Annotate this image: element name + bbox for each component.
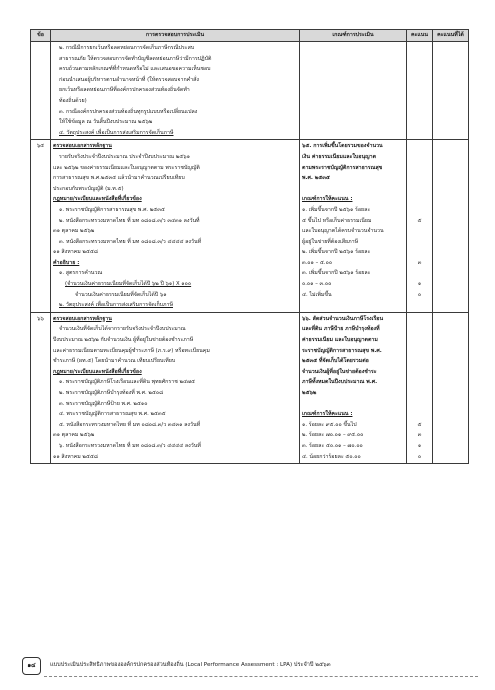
criteria-line: และที่ดิน ภาษีป้าย ภาษีบำรุงท้องที่ (302, 326, 380, 333)
footer-text: แบบประเมินประสิทธิภาพขององค์กรปกครองส่วนท้องถิ่น (Local Performance Assessment : LPA) ประจำปี ๒๕๖๓ (50, 662, 331, 668)
page-footer (22, 655, 478, 677)
criteria-line: ๓. ร้อยละ ๕๐.๐๑ – ๗๐.๐๐ (302, 442, 363, 449)
check-line: ๑๑ สิงหาคม ๒๕๕๘ (53, 249, 99, 256)
score-cell (407, 140, 433, 313)
score-value (409, 346, 430, 357)
check-line: ๑. พระราชบัญญัติภาษีโรงเรือนและที่ดิน พุทธศักราช ๒๔๗๕ (59, 379, 195, 386)
score-value: ๑ (417, 281, 422, 288)
assessment-table-page (30, 29, 468, 464)
score-value (409, 399, 430, 410)
criteria-cell (300, 42, 407, 140)
check-line: จำนวนเงินค่าธรรมเนียมที่จัดเก็บได้ปี ๖๑ (75, 291, 167, 298)
criteria-line: เกณฑ์การให้คะแนน : (302, 196, 353, 203)
check-line: ๖. หนังสือกระทรวงมหาดไทย ที่ มท ๐๘๐๘.๓/ว ๔๔๔๔ ลงวันที่ (59, 442, 201, 449)
check-line: ปีงบประมาณ ๒๕๖๒ กับจำนวนเงิน ผู้ที่อยู่ในข่ายต้องชำระภาษี (53, 337, 194, 344)
score-value (409, 367, 430, 378)
check-line: ๒. พระราชบัญญัติภาษีบำรุงท้องที่ พ.ศ. ๒๕๐๘ (59, 390, 164, 396)
score-value: ๐ (417, 453, 422, 460)
check-line: ๑๑ สิงหาคม ๒๕๕๘ (53, 453, 99, 460)
criteria-line: ๓.๐๑ – ๕.๐๐ (302, 259, 333, 266)
criteria-line (302, 184, 404, 195)
page-number-badge: ๑๔ (22, 657, 41, 675)
criteria-line: เงิน ค่าธรรมเนียมและใบอนุญาต (302, 153, 377, 160)
item-number: ๖๕ (31, 140, 51, 313)
criteria-line: ๐.๐๑ – ๓.๐๐ (302, 281, 332, 288)
check-line: และค่าธรรมเนียมตามทะเบียนคุมผู้ชำระภาษี (ภ.ร.๙) หรือทะเบียนคุม (53, 347, 210, 354)
check-cell (51, 140, 300, 313)
check-line: ๓๑ ตุลาคม ๒๕๖๒ (53, 432, 95, 439)
criteria-line: ๖๕. การเพิ่มขึ้นโดยรวมของจำนวน (302, 143, 383, 150)
score-value: ๑ (417, 442, 422, 449)
item-number: ๖๖ (31, 312, 51, 463)
score-value (409, 226, 430, 237)
check-line: จำนวนเงินที่จัดเก็บได้จากรายรับจริงประจำปีงบประมาณ (59, 326, 186, 333)
check-line: สาธารณภัย ให้ตรวจสอบการจัดทำบัญชีลดหย่อนภาษีว่ามีการปฏิบัติ (59, 55, 212, 62)
table-header-row (31, 30, 469, 42)
score-value (409, 247, 430, 258)
check-line: ๓. กรณีองค์กรปกครองส่วนท้องถิ่นทุกรูปแบบหรือเปลี่ยนแปลง (59, 108, 198, 115)
score-value (409, 173, 430, 184)
score-value (409, 237, 430, 248)
check-line: ๒. วัตถุประสงค์ เพื่อเป็นการส่งเสริมการจัดเก็บภาษี (59, 302, 173, 309)
criteria-line: ระราชบัญญัติการสาธารณสุข พ.ศ. (302, 347, 382, 354)
score-value: ๕ (417, 217, 422, 224)
score-value (409, 163, 430, 174)
score-value (409, 141, 430, 152)
check-line: ประกอบกับพระบัญญัติ (ม.ท.๕) (53, 185, 124, 192)
check-line: รายรับจริงประจำปีงบประมาณ ประจำปีงบประมาณ ๒๕๖๑ (59, 153, 191, 160)
criteria-line: ๔. น้อยกว่าร้อยละ ๕๐.๐๐ (302, 453, 361, 460)
criteria-line: ๕ ขึ้นไป หรือเก็บค่าธรรมเนียม (302, 217, 372, 224)
criteria-line: ๒. เพิ่มขึ้นจากปี ๒๕๖๑ ร้อยละ (302, 249, 371, 256)
score-cell (407, 42, 433, 140)
score-obtained-cell[interactable] (433, 140, 469, 313)
check-line: ๑. พระราชบัญญัติการสาธารณสุข พ.ศ. ๒๕๓๕ (59, 206, 165, 213)
table-row (31, 42, 469, 140)
score-value: ๓ (417, 259, 422, 266)
footer-divider (44, 676, 478, 677)
check-line: ๒. หนังสือกระทรวงมหาดไทย ที่ มท ๐๘๐๘.๓/ว ๓๔๓๑ ลงวันที่ (59, 217, 200, 224)
check-line: และ ๒๕๖๒ ของค่าธรรมเนียมและใบอนุญาตตาม พระราชบัญญัติ (53, 164, 200, 171)
header-score: คะแนน (407, 30, 433, 42)
score-value (409, 205, 430, 216)
check-line: การสาธารณสุข พ.ศ.๒๕๓๕ แล้วนำมาคำนวณเปรียบเทียบ (53, 175, 185, 182)
check-line: ตรวจสอบเอกสารหลักฐาน (53, 143, 112, 150)
check-line: ครบถ้วนตามหลักเกณฑ์ที่กำหนดหรือไม่ และเสนอขอความเห็นชอบ (59, 66, 211, 73)
criteria-line (302, 399, 404, 410)
criteria-line: ๑. ร้อยละ ๙๕.๐๐ ขึ้นไป (302, 421, 357, 428)
score-value (409, 388, 430, 399)
check-line: ยกเว้นหรือลดหย่อนภาษีที่องค์กรปกครองส่วนท้องถิ่นจัดทำ (59, 87, 190, 94)
criteria-line: ๒. ร้อยละ ๗๐.๐๑ – ๙๕.๐๐ (302, 432, 364, 439)
criteria-cell (300, 140, 407, 313)
criteria-cell (300, 312, 407, 463)
score-value (409, 184, 430, 195)
criteria-line: ๒๕๓๕ ที่จัดเก็บได้โดยรวมต่อ (302, 358, 369, 365)
check-line: ๑. สูตรการคำนวณ (59, 270, 103, 277)
assessment-table (30, 29, 469, 464)
score-cell (407, 312, 433, 463)
criteria-line: ๓. เพิ่มขึ้นจากปี ๒๕๖๑ ร้อยละ (302, 270, 371, 277)
check-line: (จำนวนเงินค่าธรรมเนียมที่จัดเก็บได้ปี ๖๒ ปี ๖๑) X ๑๐๐ (65, 281, 192, 288)
check-line: ตรวจสอบเอกสารหลักฐาน (53, 315, 112, 322)
table-body (31, 42, 469, 464)
table-row (31, 312, 469, 463)
check-line: คำอธิบาย : (53, 259, 80, 266)
score-value (409, 268, 430, 279)
criteria-line: ๔. ไม่เพิ่มขึ้น (302, 291, 332, 298)
score-obtained-cell[interactable] (433, 312, 469, 463)
item-number (31, 42, 51, 140)
criteria-line: และใบอนุญาตได้ครบจำนวนจำนวน (302, 228, 384, 235)
check-cell (51, 42, 300, 140)
table-row (31, 140, 469, 313)
criteria-line: ตามพระราชบัญญัติการสาธารณสุข (302, 164, 383, 171)
check-cell (51, 312, 300, 463)
score-value (409, 314, 430, 325)
check-line: ก่อนนำเสนอผู้บริหารตามอำนาจหน้าที่ (ให้ตรวจสอบจากคำสั่ง (59, 76, 199, 83)
score-value (409, 194, 430, 205)
check-line: ให้ใช้ข้อมูล ณ วันสิ้นปีงบประมาณ ๒๕๖๒ (59, 119, 153, 126)
check-line: ๒. กรณีมีการยกเว้นหรือลดหย่อนการจัดเก็บภาษีกรณีประสบ (59, 45, 195, 51)
header-criteria: เกณฑ์การประเมิน (300, 30, 407, 42)
score-value (409, 356, 430, 367)
score-value (409, 324, 430, 335)
check-line: กฎหมาย/ระเบียบและหนังสือที่เกี่ยวข้อง (53, 368, 142, 375)
criteria-line: ๒๕๖๒ (302, 390, 317, 396)
criteria-line: ๖๖. สัดส่วนจำนวนเงินภาษีโรงเรือน (302, 315, 384, 322)
criteria-line: พ.ศ. ๒๕๓๕ (302, 175, 330, 182)
check-line: ท้องถิ่นด้วย) (59, 97, 87, 104)
criteria-line: จำนวนเงินผู้ที่อยู่ในข่ายต้องชำระ (302, 368, 377, 375)
score-obtained-cell[interactable] (433, 42, 469, 140)
check-line: ๔. วัตถุประสงค์ เพื่อเป็นการส่งเสริมการจัดเก็บภาษี (59, 129, 174, 136)
criteria-line: ๑. เพิ่มขึ้นจากปี ๒๕๖๑ ร้อยละ (302, 206, 371, 213)
header-item-no: ข้อ (31, 30, 51, 42)
header-score-obtained: คะแนนที่ได้ (433, 30, 469, 42)
header-check: การตรวจสอบการประเมิน (51, 30, 300, 42)
score-value: ๐ (417, 291, 422, 298)
score-value (409, 377, 430, 388)
score-value (409, 335, 430, 346)
check-line: ชำระภาษี (ผท.๕) โดยนำมาคำนวณ เทียบเปรียบเทียบ (53, 358, 176, 365)
criteria-line: เกณฑ์การให้คะแนน : (302, 411, 353, 418)
check-line: ๕. หนังสือกระทรวงมหาดไทย ที่ มท ๐๘๐๘.๓/ว ๓๔๓๑ ลงวันที่ (59, 421, 201, 428)
criteria-line: ผู้อยู่ในข่ายที่ต้องเสียภาษี (302, 238, 359, 245)
check-line: กฎหมาย/ระเบียบและหนังสือที่เกี่ยวข้อง (53, 196, 142, 203)
score-value (409, 152, 430, 163)
check-line: ๓. หนังสือกระทรวงมหาดไทย ที่ มท ๐๘๐๘.๓/ว ๔๔๔๔ ลงวันที่ (59, 238, 202, 245)
score-value: ๕ (417, 421, 422, 428)
score-value (409, 409, 430, 420)
check-line: ๓. พระราชบัญญัติภาษีป้าย พ.ศ. ๒๕๑๐ (59, 400, 148, 407)
check-line: ๔. พระราชบัญญัติการสาธารณสุข พ.ศ. ๒๕๓๕ (59, 411, 166, 418)
criteria-line: ภาษีทั้งหมดในปีงบประมาณ พ.ศ. (302, 379, 378, 386)
criteria-line: ค่าธรรมเนียม และใบอนุญาตตาม (302, 337, 378, 344)
score-value: ๓ (417, 432, 422, 439)
check-line: ๓๑ ตุลาคม ๒๕๖๒ (53, 228, 95, 235)
